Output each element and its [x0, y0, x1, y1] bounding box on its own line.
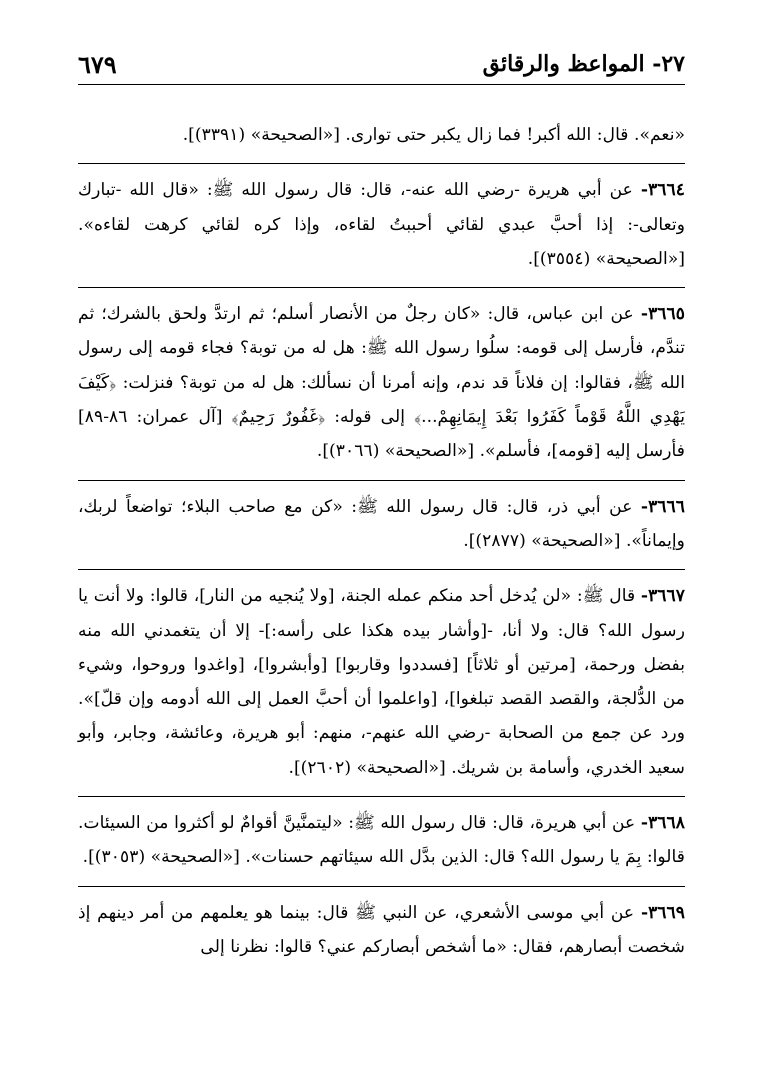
divider — [78, 480, 685, 481]
hadith-text: عن أبي موسى الأشعري، عن النبي ﷺ قال: بينما هو يعلمهم من أمر دينهم إذ شخصت أبصارهم، فقال: «ما أشخص أبصاركم عني؟ قالوا: نظرنا إلى — [78, 902, 685, 957]
page-number: ٦٧٩ — [78, 49, 117, 79]
hadith-paragraph — [78, 297, 685, 468]
hadith-text: عن أبي هريرة -رضي الله عنه-، قال: قال رسول الله ﷺ: «قال الله -تبارك وتعالى-: إذا أحبَّ عبدي لقائي أحببتُ لقاءه، وإذا كره لقائي كرهت لقاءه». [«الصحيحة» (٣٥٥٤)]. — [78, 180, 685, 269]
hadith-text: عن أبي هريرة، قال: قال رسول الله ﷺ: «ليتمنَّينَّ أقوامٌ لو أكثروا من السيئات. قالوا: بِمَ يا رسول الله؟ قال: الذين بدَّل الله سيئاتهم حسنات». [«الصحيحة» (٣٠٥٣)]. — [78, 813, 685, 868]
hadith-paragraph — [78, 806, 685, 875]
hadith-number: ٣٦٦٧- — [640, 586, 685, 607]
hadith-text: قال ﷺ: «لن يُدخل أحد منكم عمله الجنة، [ولا يُنجيه من النار]، قالوا: ولا أنت يا رسول الله؟ قال: ولا أنا، -[وأشار بيده هكذا على رأسه:]- إلا أن يتغمدني الله منه بفضل ورحمة، [مرتين أو ثلاثاً] [فسددوا وقاربوا] [وأبشروا]، [واغدوا وروحوا، وشيء من الدُّلجة، والقصد القصد تبلغوا]، [واعلموا أن أحبَّ العمل إلى الله أدومه وإن قلّ]». ورد عن جمع من الصحابة -رضي الله عنهم-، منهم: أبو هريرة، وعائشة، وجابر، وأبو سعيد الخدري، وأسامة بن شريك. [«الصحيحة» (٢٦٠٢)]. — [78, 586, 685, 778]
hadith-text: «نعم». قال: الله أكبر! فما زال يكبر حتى توارى. [«الصحيحة» (٣٣٩١)]. — [182, 125, 685, 145]
hadith-number: ٣٦٦٤- — [640, 180, 685, 201]
hadith-paragraph — [78, 579, 685, 785]
hadith-paragraph — [78, 173, 685, 276]
hadith-text: عن أبي ذر، قال: قال رسول الله ﷺ: «كن مع صاحب البلاء؛ تواضعاً لربك، وإيماناً». [«الصحيحة» (٢٨٧٧)]. — [78, 496, 685, 551]
divider — [78, 163, 685, 164]
chapter-title: ٢٧- المواعظ والرقائق — [482, 51, 685, 77]
page-header — [78, 44, 685, 85]
divider — [78, 287, 685, 288]
hadith-text: عن ابن عباس، قال: «كان رجلٌ من الأنصار أسلم؛ ثم ارتدَّ ولحق بالشرك؛ ثم تندَّم، فأرسل إلى قومه: سلُوا رسول الله ﷺ: هل له من توبة؟ فجاء قومه إلى رسول الله ﷺ، فقالوا: إن فلاناً قد ندم، وإنه أمرنا أن نسألك: هل له من توبة؟ فنزلت: ﴿كَيْفَ يَهْدِي اللَّهُ قَوْماً كَفَرُوا بَعْدَ إِيمَانِهِمْ...﴾ إلى قوله: ﴿غَفُورٌ رَحِيمٌ﴾ [آل عمران: ٨٦-٨٩] فأرسل إليه [قومه]، فأسلم». [«الصحيحة» (٣٠٦٦)]. — [78, 304, 685, 462]
hadith-number: ٣٦٦٩- — [640, 902, 686, 923]
page-body — [78, 118, 685, 964]
hadith-number: ٣٦٦٥- — [640, 304, 685, 325]
divider — [78, 796, 685, 797]
hadith-paragraph — [78, 118, 685, 152]
divider — [78, 886, 685, 887]
hadith-paragraph — [78, 896, 685, 965]
hadith-paragraph — [78, 490, 685, 559]
hadith-number: ٣٦٦٦- — [640, 496, 685, 517]
hadith-number: ٣٦٦٨- — [640, 813, 685, 834]
divider — [78, 569, 685, 570]
